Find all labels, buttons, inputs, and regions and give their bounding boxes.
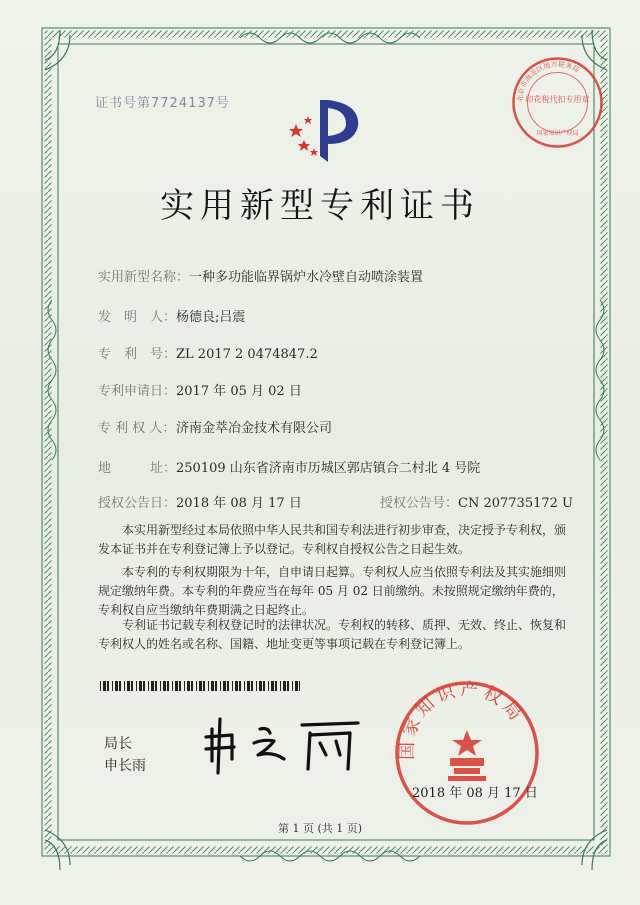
barcode-bar: [184, 681, 185, 691]
address-label: 地 址：: [98, 461, 177, 476]
office-seal: [392, 678, 542, 828]
barcode-bar: [143, 681, 145, 691]
field-grant-date: [98, 492, 302, 511]
barcode-bar: [220, 681, 221, 691]
patent-number-value: ZL 2017 2 0474847.2: [176, 347, 318, 362]
barcode: [100, 681, 300, 691]
barcode-bar: [280, 681, 281, 691]
barcode-bar: [100, 681, 101, 691]
grant-date-value: 2018 年 08 月 17 日: [176, 496, 302, 511]
filing-date-label: 专利申请日：: [98, 384, 177, 399]
field-inventor: [98, 306, 245, 325]
barcode-bar: [136, 681, 137, 691]
patentee-value: 济南金萃冶金技术有限公司: [176, 421, 333, 436]
barcode-bar: [163, 681, 166, 691]
tax-seal-inner-text: 印花税代扣专用章: [525, 95, 590, 104]
barcode-bar: [103, 681, 106, 691]
barcode-bar: [215, 681, 217, 691]
barcode-bar: [271, 681, 274, 691]
barcode-bar: [227, 681, 229, 691]
barcode-bar: [191, 681, 193, 691]
barcode-bar: [244, 681, 245, 691]
address-value: 250109 山东省济南市历城区郭店镇合二村北 4 号院: [176, 461, 481, 476]
field-address: [98, 457, 480, 476]
barcode-bar: [167, 681, 169, 691]
certificate-serial: [95, 92, 230, 111]
barcode-bar: [179, 681, 181, 691]
director-name: 申长雨: [104, 758, 146, 774]
barcode-bar: [259, 681, 262, 691]
barcode-bar: [148, 681, 149, 691]
grant-date-label: 授权公告日：: [98, 496, 177, 511]
serial-label: 证书号第: [95, 96, 152, 111]
field-utility-model-name: [98, 266, 423, 285]
barcode-bar: [160, 681, 161, 691]
barcode-bar: [235, 681, 238, 691]
grant-number-label: 授权公告号：: [380, 496, 459, 511]
barcode-bar: [251, 681, 253, 691]
barcode-bar: [199, 681, 202, 691]
barcode-bar: [155, 681, 157, 691]
barcode-bar: [283, 681, 286, 691]
serial-suffix: 号: [215, 96, 230, 111]
patent-office-logo-icon: [284, 96, 362, 166]
director-signature: [198, 715, 368, 775]
barcode-bar: [268, 681, 269, 691]
director-title: 局长: [104, 736, 132, 752]
field-patentee: [98, 417, 332, 436]
barcode-bar: [223, 681, 226, 691]
filing-date-value: 2017 年 05 月 02 日: [176, 384, 302, 399]
barcode-bar: [247, 681, 250, 691]
tax-seal: [510, 55, 605, 150]
grant-number-value: CN 207735172 U: [458, 496, 573, 511]
barcode-bar: [151, 681, 154, 691]
seal-date: 2018 年 08 月 17 日: [412, 786, 538, 801]
barcode-bar: [256, 681, 257, 691]
serial-number: 7724137: [151, 96, 216, 111]
inventor-label: 发 明 人：: [98, 310, 177, 325]
barcode-bar: [124, 681, 125, 691]
patentee-label: 专 利 权 人：: [98, 421, 176, 436]
barcode-bar: [187, 681, 190, 691]
certificate-title: 实用新型专利证书: [160, 186, 480, 226]
barcode-bar: [119, 681, 121, 691]
paragraph-legal-status: 专利证书记载专利权登记时的法律状况。专利权的转移、质押、无效、终止、恢复和专利权人的姓名或名称、国籍、地址变更等事项记载在专利登记簿上。: [98, 618, 567, 651]
barcode-bar: [196, 681, 197, 691]
barcode-bar: [292, 681, 293, 691]
barcode-bar: [275, 681, 277, 691]
barcode-bar: [232, 681, 233, 691]
tax-seal-ring-text: 北京市海淀区地方税务局: [515, 60, 581, 103]
page-indicator: 第 1 页 (共 1 页): [277, 822, 363, 835]
paragraph-term: 本专利的专利权期限为十年，自申请日起算。专利权人应当依照专利法及其实施细则规定缴纳年费。本专利的年费应当在每年 05 月 02 日前缴纳。未按照规定缴纳年费的，专利权自应当缴纳年费期满之日起终止。: [98, 565, 567, 617]
name-value: 一种多功能临界锅炉水冷壁自动喷涂装置: [189, 270, 424, 285]
barcode-bar: [203, 681, 205, 691]
barcode-bar: [127, 681, 130, 691]
paragraph-grant: 本实用新型经过本局依照中华人民共和国专利法进行初步审查，决定授予专利权，颁发本证书并在专利登记簿上予以登记。专利权自授权公告之日起生效。: [98, 523, 567, 556]
barcode-bar: [107, 681, 109, 691]
office-seal-text: 国家知识产权局: [396, 679, 529, 761]
barcode-bar: [115, 681, 118, 691]
name-label: 实用新型名称：: [98, 270, 190, 285]
barcode-bar: [239, 681, 241, 691]
field-filing-date: [98, 380, 302, 399]
barcode-bar: [139, 681, 142, 691]
barcode-bar: [208, 681, 209, 691]
patent-number-label: 专 利 号：: [98, 347, 177, 362]
barcode-bar: [299, 681, 300, 691]
barcode-bar: [175, 681, 178, 691]
inventor-value: 杨德良;吕震: [176, 310, 246, 325]
barcode-bar: [263, 681, 265, 691]
barcode-bar: [131, 681, 133, 691]
barcode-bar: [112, 681, 113, 691]
barcode-bar: [211, 681, 214, 691]
barcode-bar: [172, 681, 173, 691]
field-patent-number: [98, 343, 318, 362]
barcode-bar: [295, 681, 298, 691]
field-grant-number: [380, 492, 573, 511]
tax-seal-bottom-text: 国家知识产权局: [536, 130, 579, 137]
barcode-bar: [287, 681, 289, 691]
